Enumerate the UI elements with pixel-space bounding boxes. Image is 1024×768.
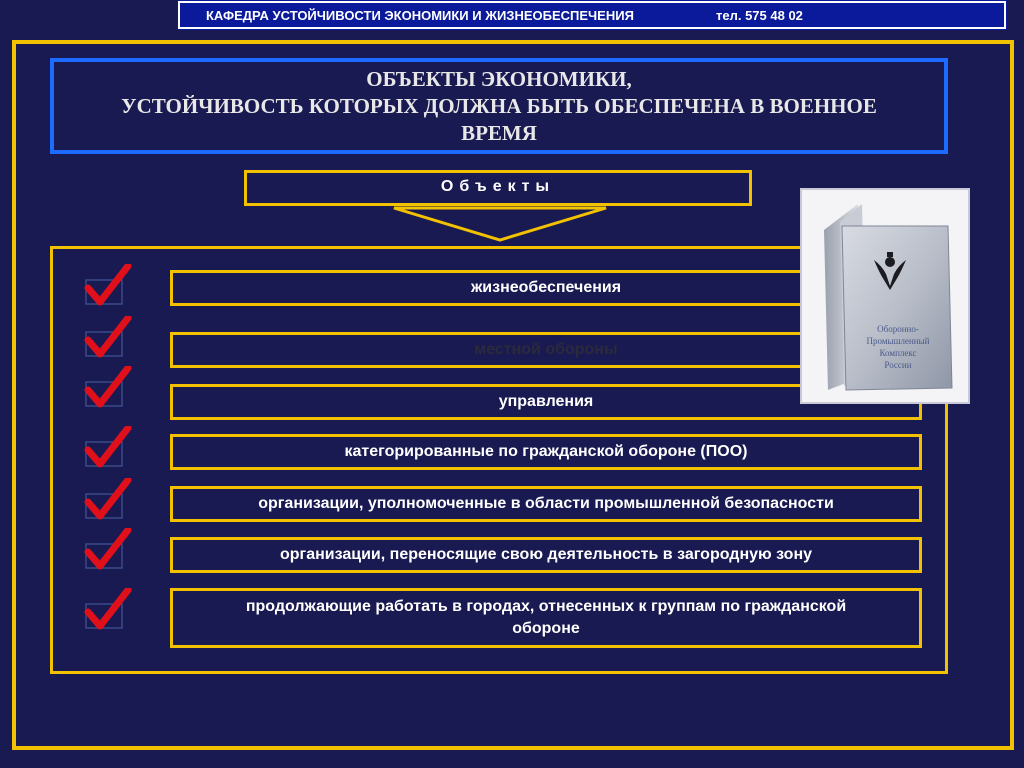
objects-label-box xyxy=(244,170,752,206)
book-title-line: России xyxy=(884,360,912,370)
checkmark-icon xyxy=(84,478,132,522)
book-title-line: Промышленный xyxy=(866,336,930,346)
list-item-label: жизнеобеспечения xyxy=(470,279,622,296)
objects-label: Объекты xyxy=(440,178,556,195)
book-title-line: Оборонно- xyxy=(877,324,919,334)
list-item-label: управления xyxy=(498,393,594,410)
department-name: КАФЕДРА УСТОЙЧИВОСТИ ЭКОНОМИКИ И ЖИЗНЕОБЕСПЕЧЕНИЯ xyxy=(206,8,634,23)
list-item xyxy=(170,588,922,648)
down-arrow-icon xyxy=(392,206,608,242)
checkmark-icon xyxy=(84,528,132,572)
checkmark-icon xyxy=(84,264,132,308)
list-item-label: продолжающие работать в городах, отнесенных к группам по гражданской обороне xyxy=(245,598,847,637)
book-title-line: Комплекс xyxy=(879,348,917,358)
list-item-label: организации, переносящие свою деятельность в загородную зону xyxy=(280,546,812,563)
list-item xyxy=(170,537,922,573)
checkmark-icon xyxy=(84,426,132,470)
book-illustration xyxy=(802,190,968,402)
book-photo xyxy=(800,188,970,404)
checkmark-icon xyxy=(84,366,132,410)
slide-title-box xyxy=(50,58,948,154)
header-bar xyxy=(178,1,1006,29)
list-item-label: категорированные по гражданской обороне (ПОО) xyxy=(344,443,748,460)
checkmark-icon xyxy=(84,588,132,632)
list-item-label: организации, уполномоченные в области промышленной безопасности xyxy=(258,495,834,512)
slide-title: ОБЪЕКТЫ ЭКОНОМИКИ, УСТОЙЧИВОСТЬ КОТОРЫХ ДОЛЖНА БЫТЬ ОБЕСПЕЧЕНА В ВОЕННОЕ ВРЕМЯ xyxy=(121,66,877,145)
checkmark-icon xyxy=(84,316,132,360)
list-item xyxy=(170,486,922,522)
phone-number: тел. 575 48 02 xyxy=(716,8,803,23)
list-item-label: местной обороны xyxy=(474,341,618,358)
list-item xyxy=(170,434,922,470)
